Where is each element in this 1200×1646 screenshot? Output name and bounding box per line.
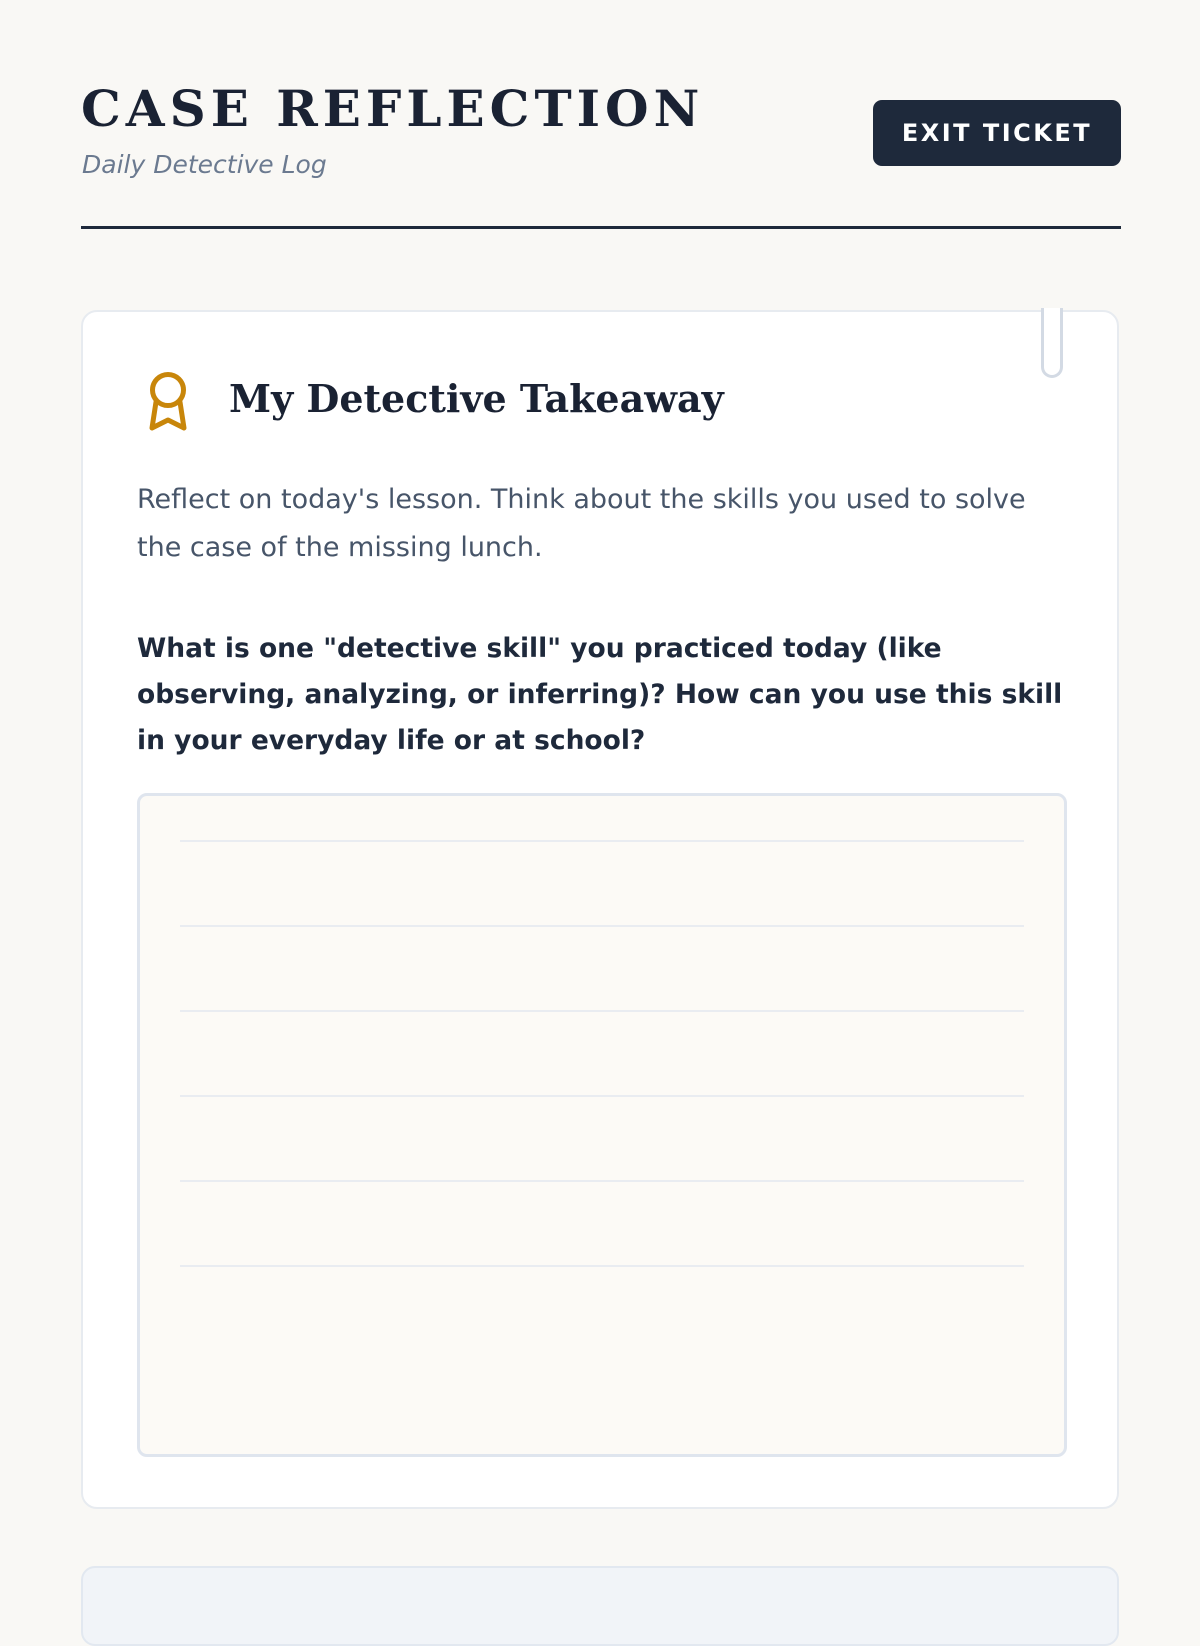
ruled-line (180, 925, 1024, 927)
reflection-question: What is one "detective skill" you practiced today (like observing, analyzing, or inferring)? How can you use this skill in your everyday life or at school? (137, 633, 1063, 756)
ruled-line (180, 1095, 1024, 1097)
reflection-intro: Reflect on today's lesson. Think about the skills you used to solve the case of the missing lunch. (137, 484, 1026, 563)
ruled-line (180, 1265, 1024, 1267)
card-title: My Detective Takeaway (229, 376, 724, 421)
ruled-line (180, 1180, 1024, 1182)
next-section-panel (81, 1566, 1119, 1646)
page-subtitle: Daily Detective Log (82, 150, 327, 179)
takeaway-card (81, 310, 1119, 1509)
page-header (81, 80, 1121, 230)
ruled-line (180, 840, 1024, 842)
answer-textarea[interactable] (137, 793, 1067, 1457)
ribbon-award-icon (145, 368, 191, 434)
page-title: CASE REFLECTION (81, 79, 705, 138)
header-divider (81, 226, 1121, 229)
paperclip-icon (1041, 308, 1063, 378)
exit-ticket-button[interactable]: EXIT TICKET (873, 100, 1121, 166)
ruled-line (180, 1010, 1024, 1012)
